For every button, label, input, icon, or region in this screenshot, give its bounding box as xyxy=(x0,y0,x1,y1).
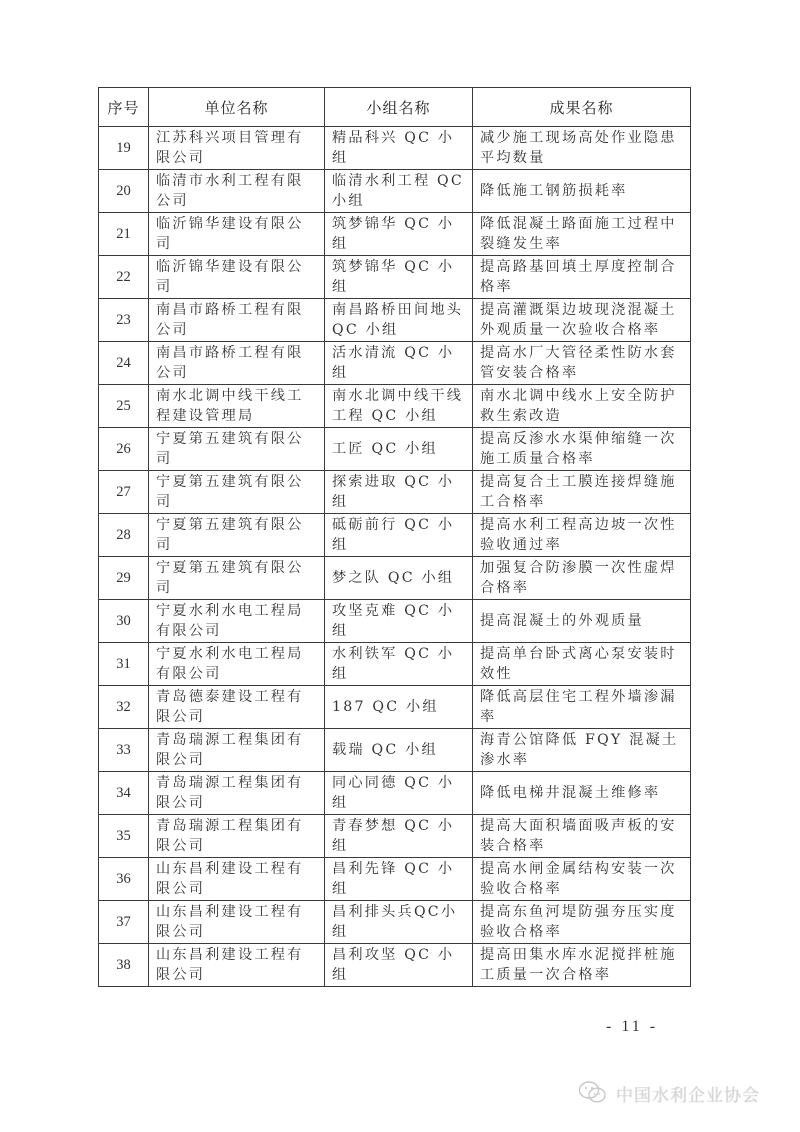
table-row xyxy=(99,342,691,385)
cell-result: 提高灌溉渠边坡现浇混凝土外观质量一次验收合格率 xyxy=(473,299,691,342)
cell-unit: 南昌市路桥工程有限公司 xyxy=(149,299,325,342)
cell-no: 21 xyxy=(99,213,149,256)
cell-no: 23 xyxy=(99,299,149,342)
cell-result: 提高反渗水水渠伸缩缝一次施工质量合格率 xyxy=(473,428,691,471)
table-row xyxy=(99,815,691,858)
cell-unit: 南水北调中线干线工程建设管理局 xyxy=(149,385,325,428)
cell-unit: 青岛德泰建设工程有限公司 xyxy=(149,686,325,729)
cell-no: 29 xyxy=(99,557,149,600)
cell-unit: 宁夏第五建筑有限公司 xyxy=(149,471,325,514)
cell-no: 32 xyxy=(99,686,149,729)
table-row xyxy=(99,686,691,729)
cell-group: 筑梦锦华 QC 小组 xyxy=(325,256,473,299)
cell-group: 昌利攻坚 QC 小组 xyxy=(325,944,473,987)
table-row xyxy=(99,600,691,643)
cell-result: 降低高层住宅工程外墙渗漏率 xyxy=(473,686,691,729)
cell-group: 187 QC 小组 xyxy=(325,686,473,729)
cell-unit: 山东昌利建设工程有限公司 xyxy=(149,901,325,944)
header-no: 序号 xyxy=(99,88,149,127)
cell-result: 降低施工钢筋损耗率 xyxy=(473,170,691,213)
cell-unit: 宁夏第五建筑有限公司 xyxy=(149,428,325,471)
cell-group: 南水北调中线干线工程 QC 小组 xyxy=(325,385,473,428)
cell-group: 昌利排头兵QC小组 xyxy=(325,901,473,944)
table-body xyxy=(99,127,691,987)
header-unit: 单位名称 xyxy=(149,88,325,127)
cell-result: 提高东鱼河堤防强夯压实度验收合格率 xyxy=(473,901,691,944)
cell-result: 提高田集水库水泥搅拌桩施工质量一次合格率 xyxy=(473,944,691,987)
cell-group: 工匠 QC 小组 xyxy=(325,428,473,471)
cell-group: 攻坚克难 QC 小组 xyxy=(325,600,473,643)
cell-result: 减少施工现场高处作业隐患平均数量 xyxy=(473,127,691,170)
cell-group: 昌利先锋 QC 小组 xyxy=(325,858,473,901)
cell-unit: 青岛瑞源工程集团有限公司 xyxy=(149,772,325,815)
table-header-row xyxy=(99,88,691,127)
watermark xyxy=(578,1080,760,1106)
results-table xyxy=(98,87,691,987)
cell-no: 35 xyxy=(99,815,149,858)
cell-unit: 南昌市路桥工程有限公司 xyxy=(149,342,325,385)
table-row xyxy=(99,729,691,772)
cell-unit: 临清市水利工程有限公司 xyxy=(149,170,325,213)
cell-no: 26 xyxy=(99,428,149,471)
table-row xyxy=(99,772,691,815)
cell-group: 青春梦想 QC 小组 xyxy=(325,815,473,858)
cell-result: 海青公馆降低 FQY 混凝土渗水率 xyxy=(473,729,691,772)
cell-result: 提高水厂大管径柔性防水套管安装合格率 xyxy=(473,342,691,385)
cell-result: 南水北调中线水上安全防护救生索改造 xyxy=(473,385,691,428)
cell-unit: 江苏科兴项目管理有限公司 xyxy=(149,127,325,170)
cell-no: 31 xyxy=(99,643,149,686)
cell-no: 36 xyxy=(99,858,149,901)
cell-result: 提高路基回填土厚度控制合格率 xyxy=(473,256,691,299)
cell-unit: 宁夏水利水电工程局有限公司 xyxy=(149,600,325,643)
table-row xyxy=(99,256,691,299)
cell-unit: 宁夏第五建筑有限公司 xyxy=(149,557,325,600)
cell-unit: 青岛瑞源工程集团有限公司 xyxy=(149,815,325,858)
cell-no: 28 xyxy=(99,514,149,557)
cell-unit: 宁夏水利水电工程局有限公司 xyxy=(149,643,325,686)
cell-group: 水利铁军 QC 小组 xyxy=(325,643,473,686)
table-row xyxy=(99,213,691,256)
cell-unit: 青岛瑞源工程集团有限公司 xyxy=(149,729,325,772)
cell-no: 20 xyxy=(99,170,149,213)
table-row xyxy=(99,944,691,987)
cell-result: 加强复合防渗膜一次性虚焊合格率 xyxy=(473,557,691,600)
cell-result: 提高单台卧式离心泵安装时效性 xyxy=(473,643,691,686)
cell-result: 降低混凝土路面施工过程中裂缝发生率 xyxy=(473,213,691,256)
cell-no: 19 xyxy=(99,127,149,170)
cell-no: 37 xyxy=(99,901,149,944)
cell-unit: 宁夏第五建筑有限公司 xyxy=(149,514,325,557)
cell-unit: 临沂锦华建设有限公司 xyxy=(149,256,325,299)
cell-unit: 临沂锦华建设有限公司 xyxy=(149,213,325,256)
cell-no: 38 xyxy=(99,944,149,987)
table-row xyxy=(99,385,691,428)
table-row xyxy=(99,127,691,170)
cell-group: 筑梦锦华 QC 小组 xyxy=(325,213,473,256)
cell-result: 提高大面积墙面吸声板的安装合格率 xyxy=(473,815,691,858)
cell-group: 砥砺前行 QC 小组 xyxy=(325,514,473,557)
table-row xyxy=(99,170,691,213)
table-row xyxy=(99,643,691,686)
cell-group: 精品科兴 QC 小组 xyxy=(325,127,473,170)
table-row xyxy=(99,299,691,342)
wechat-icon xyxy=(578,1080,608,1106)
cell-no: 33 xyxy=(99,729,149,772)
table-row xyxy=(99,471,691,514)
cell-group: 探索进取 QC 小组 xyxy=(325,471,473,514)
cell-result: 提高水利工程高边坡一次性验收通过率 xyxy=(473,514,691,557)
page-number: - 11 - xyxy=(606,1018,659,1035)
cell-unit: 山东昌利建设工程有限公司 xyxy=(149,944,325,987)
table-row xyxy=(99,557,691,600)
cell-group: 临清水利工程 QC 小组 xyxy=(325,170,473,213)
cell-no: 34 xyxy=(99,772,149,815)
cell-no: 27 xyxy=(99,471,149,514)
cell-result: 提高复合土工膜连接焊缝施工合格率 xyxy=(473,471,691,514)
header-result: 成果名称 xyxy=(473,88,691,127)
cell-result: 降低电梯井混凝土维修率 xyxy=(473,772,691,815)
header-group: 小组名称 xyxy=(325,88,473,127)
cell-group: 载瑞 QC 小组 xyxy=(325,729,473,772)
table-row xyxy=(99,858,691,901)
cell-result: 提高水闸金属结构安装一次验收合格率 xyxy=(473,858,691,901)
watermark-text: 中国水利企业协会 xyxy=(616,1085,760,1106)
cell-no: 24 xyxy=(99,342,149,385)
cell-unit: 山东昌利建设工程有限公司 xyxy=(149,858,325,901)
cell-group: 南昌路桥田间地头 QC 小组 xyxy=(325,299,473,342)
cell-group: 同心同德 QC 小组 xyxy=(325,772,473,815)
cell-result: 提高混凝土的外观质量 xyxy=(473,600,691,643)
table-row xyxy=(99,428,691,471)
cell-group: 梦之队 QC 小组 xyxy=(325,557,473,600)
cell-no: 30 xyxy=(99,600,149,643)
cell-no: 22 xyxy=(99,256,149,299)
cell-group: 活水清流 QC 小组 xyxy=(325,342,473,385)
cell-no: 25 xyxy=(99,385,149,428)
table-row xyxy=(99,514,691,557)
table-row xyxy=(99,901,691,944)
